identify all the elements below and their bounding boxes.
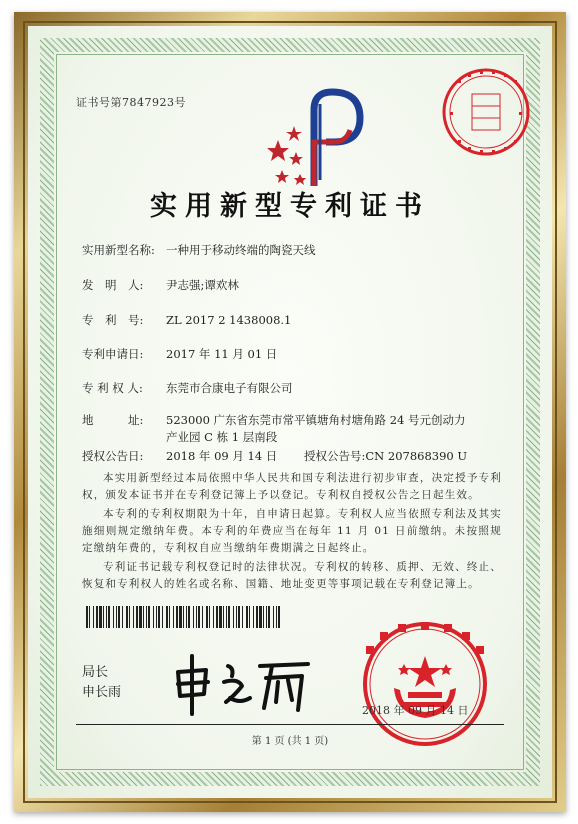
field-label: 专 利 权 人: <box>82 381 143 395</box>
field-value: 东莞市合康电子有限公司 <box>166 381 293 395</box>
field-announcement-number <box>304 448 467 464</box>
seal-date: 2018 年 09 月 14 日 <box>362 704 469 717</box>
field-value: ZL 2017 2 1438008.1 <box>166 313 292 327</box>
footer-rule <box>76 724 504 725</box>
field-label: 授权公告号: <box>304 449 366 463</box>
field-address-line2: 产业园 C 栋 1 层南段 <box>166 430 278 444</box>
signatory-name: 申长雨 <box>82 685 122 700</box>
paragraph-legal-status: 专利证书记载专利权登记时的法律状况。专利权的转移、质押、无效、终止、恢复和专利权人的姓名或名称、国籍、地址变更等事项记载在专利登记簿上。 <box>82 561 502 590</box>
field-value: 2017 年 11 月 01 日 <box>166 347 278 361</box>
field-value: CN 207868390 U <box>365 449 468 463</box>
official-seal-icon <box>350 618 500 748</box>
field-address <box>82 412 466 428</box>
agency-seal-icon <box>438 64 534 160</box>
page-number: 第 1 页 (共 1 页) <box>251 736 329 747</box>
field-application-date <box>82 346 277 362</box>
field-patentee <box>82 380 293 396</box>
field-announcement-date <box>82 448 277 464</box>
field-label: 实用新型名称: <box>82 243 155 257</box>
field-value: 523000 广东省东莞市常平镇塘角村塘角路 24 号元创动力 <box>166 413 466 427</box>
field-label: 专利申请日: <box>82 347 144 361</box>
field-label: 授权公告日: <box>82 449 144 463</box>
field-patent-number <box>82 312 291 328</box>
barcode-icon <box>86 606 286 628</box>
field-label: 发 明 人: <box>82 278 144 292</box>
patent-office-logo-icon <box>256 82 376 192</box>
field-label: 地 址: <box>82 413 144 427</box>
paragraph-grant: 本实用新型经过本局依照中华人民共和国专利法进行初步审查，决定授予专利权，颁发本证书并在专利登记簿上予以登记。专利权自授权公告之日起生效。 <box>82 472 502 501</box>
paragraph-term: 本专利的专利权期限为十年，自申请日起算。专利权人应当依照专利法及其实施细则规定缴纳年费。本专利的年费应当在每年 11 月 01 日前缴纳。未按照规定缴纳年费的，专利权自应当缴纳年费期满之日起终止。 <box>82 508 502 554</box>
certificate-paper <box>28 26 552 798</box>
signatory-title: 局长 <box>82 665 109 680</box>
field-utility-model-name <box>82 242 316 258</box>
certificate-number: 证书号第7847923号 <box>76 96 186 109</box>
field-value: 一种用于移动终端的陶瓷天线 <box>166 243 316 257</box>
field-value: 2018 年 09 月 14 日 <box>166 449 278 463</box>
certificate-title: 实用新型专利证书 <box>150 191 430 222</box>
field-value: 尹志强;谭欢林 <box>166 278 239 292</box>
field-inventor <box>82 277 239 293</box>
handwritten-signature <box>168 648 318 718</box>
field-label: 专 利 号: <box>82 313 144 327</box>
